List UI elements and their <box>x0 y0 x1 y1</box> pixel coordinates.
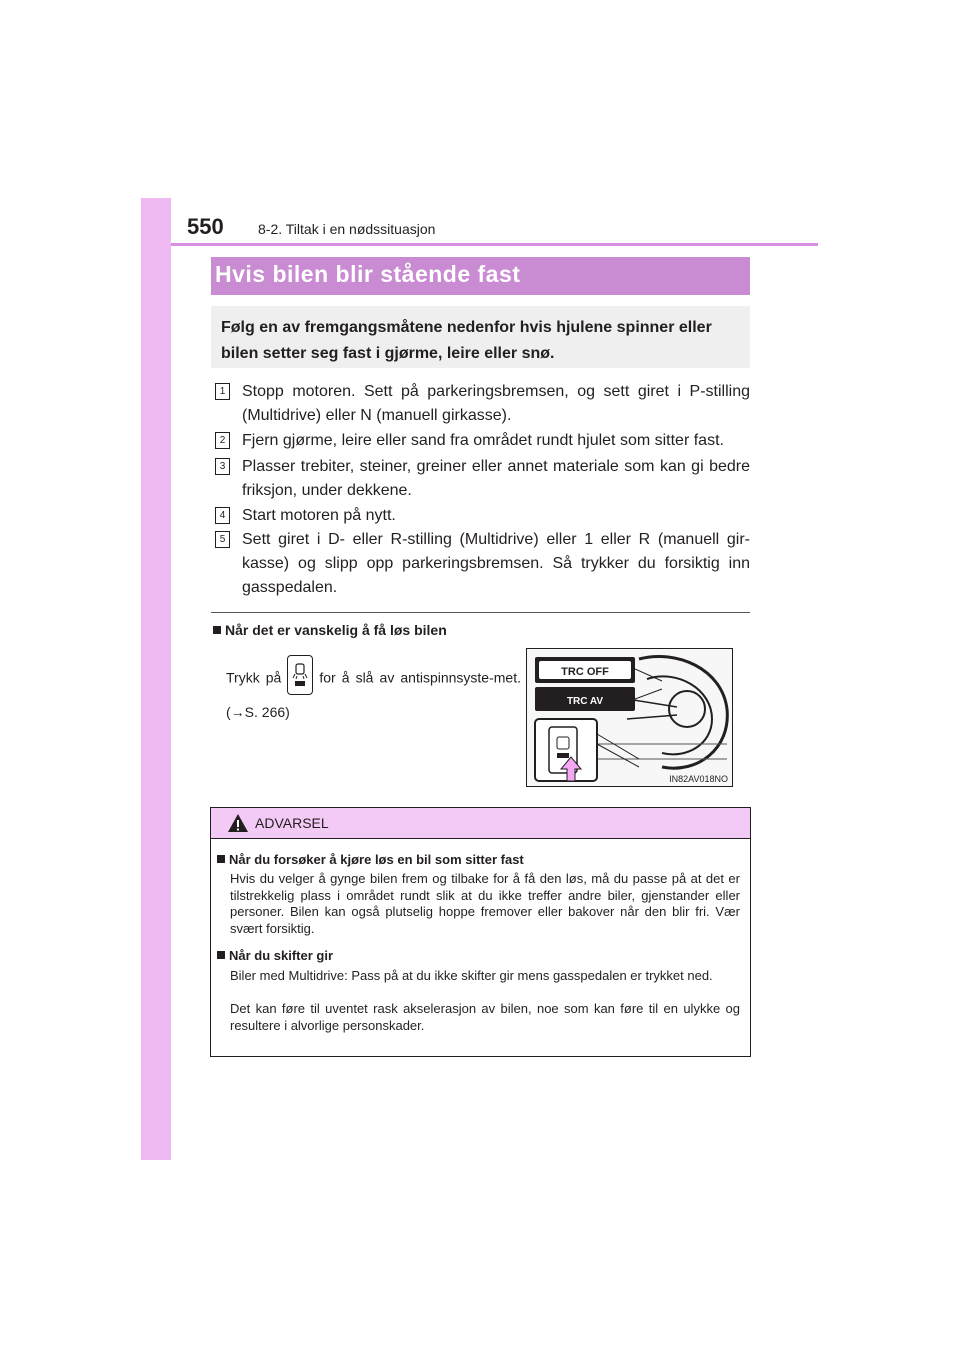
section-label: 8-2. Tiltak i en nødssituasjon <box>258 221 436 237</box>
square-bullet-icon <box>213 626 221 634</box>
warning-header <box>211 808 750 839</box>
warning-item-heading <box>217 852 524 867</box>
warning-item-text: Biler med Multidrive: Pass på at du ikke skifter gir mens gasspedalen er trykket ned. <box>230 968 713 983</box>
step-text: Fjern gjørme, leire eller sand fra området rundt hjulet som sitter fast. <box>242 432 724 449</box>
divider <box>211 612 750 613</box>
warning-title: ADVARSEL <box>255 815 329 831</box>
square-bullet-icon <box>217 855 225 863</box>
warning-item-heading-text: Når du forsøker å kjøre løs en bil som sitter fast <box>229 852 524 867</box>
step-5 <box>211 528 750 600</box>
side-tab-band <box>141 198 171 1160</box>
step-number-badge: 5 <box>215 531 230 548</box>
arrow-icon: → <box>230 704 245 720</box>
warning-item-text: Det kan føre til uventet rask akselerasjon av bilen, noe som kan føre til en ulykke og resultere i alvorlige personskader. <box>230 1001 740 1033</box>
trc-off-switch-icon <box>287 655 313 695</box>
page-reference: S. 266) <box>244 704 290 720</box>
step-text: Stopp motoren. Sett på parkeringsbremsen, og sett giret i P-stilling (Multidrive) eller N (manuell girkasse). <box>242 383 750 424</box>
intro-text: Følg en av fremgangsmåtene nedenfor hvis hjulene spinner eller bilen setter seg fast i gjørme, leire eller snø. <box>221 319 712 362</box>
square-bullet-icon <box>217 951 225 959</box>
warning-item-heading <box>217 948 333 963</box>
trc-text-after: for å slå av antispinnsyste-met. ( <box>226 669 521 720</box>
header-rule <box>171 243 818 246</box>
page-number: 550 <box>187 214 224 239</box>
trc-instruction <box>226 659 521 725</box>
step-2 <box>211 429 750 453</box>
section-title: Hvis bilen blir stående fast <box>215 261 521 287</box>
warning-item-heading-text: Når du skifter gir <box>229 948 334 963</box>
page-header <box>171 212 818 244</box>
trc-text-before: Trykk på <box>226 669 282 686</box>
step-number-badge: 3 <box>215 458 230 475</box>
step-3 <box>211 455 750 503</box>
step-number-badge: 2 <box>215 432 230 449</box>
trc-off-label: TRC OFF <box>561 666 609 678</box>
step-text: Start motoren på nytt. <box>242 507 396 524</box>
warning-triangle-icon <box>227 813 249 833</box>
trc-switch-illustration <box>526 648 733 787</box>
illustration-code: IN82AV018NO <box>669 774 728 784</box>
warning-box <box>210 807 751 1057</box>
step-text: Sett giret i D- eller R-stilling (Multidrive) eller 1 eller R (manuell gir-kasse) og slipp opp parkeringsbremsen. Så trykker du forsiktig inn gasspedalen. <box>242 531 750 596</box>
warning-item-text: Hvis du velger å gynge bilen frem og tilbake for å få den løs, må du passe på at det er tilstrekkelig plass i området rundt slik at du ikke treffer andre biler, gjenstander eller personer. Bilen kan også plutselig hoppe fremover eller bakover når den blir fri. Vær svært forsiktig. <box>230 871 740 936</box>
trc-av-label: TRC AV <box>566 696 604 707</box>
step-number-badge: 1 <box>215 383 230 400</box>
section-title-bar <box>211 257 750 295</box>
step-4 <box>211 504 750 528</box>
intro-box <box>211 306 750 368</box>
step-number-badge: 4 <box>215 507 230 524</box>
subsection-heading-text: Når det er vanskelig å få løs bilen <box>225 622 447 638</box>
step-1 <box>211 380 750 428</box>
step-text: Plasser trebiter, steiner, greiner eller annet materiale som kan gi bedre friksjon, under dekkene. <box>242 458 750 499</box>
subsection-heading <box>211 622 447 638</box>
